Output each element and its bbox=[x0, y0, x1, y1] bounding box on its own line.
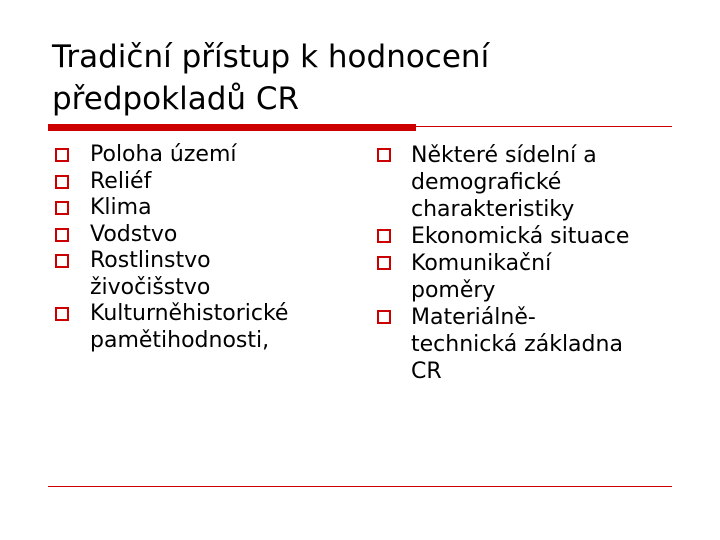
slide-title bbox=[52, 36, 692, 120]
hollow-square-bullet-icon bbox=[377, 148, 391, 162]
hollow-square-bullet-icon bbox=[55, 228, 69, 242]
right-list-item-line: Některé sídelní a bbox=[411, 143, 597, 168]
left-list-item-line: Klima bbox=[90, 195, 152, 220]
right-list-item-text bbox=[411, 223, 675, 250]
slide-title-line-1: Tradiční přístup k hodnocení bbox=[52, 39, 490, 75]
hollow-square-bullet-icon bbox=[55, 175, 69, 189]
right-list-item-line: charakteristiky bbox=[411, 197, 575, 222]
hollow-square-bullet-icon bbox=[55, 201, 69, 215]
title-underline-thick bbox=[48, 124, 416, 131]
right-list-item bbox=[375, 304, 675, 385]
hollow-square-bullet-icon bbox=[55, 148, 69, 162]
hollow-square-bullet-icon bbox=[55, 254, 69, 268]
left-column bbox=[54, 142, 354, 354]
right-list-item bbox=[375, 223, 675, 250]
right-list-item-text bbox=[411, 304, 675, 385]
left-list-item bbox=[54, 301, 354, 354]
left-list-item-line: Poloha území bbox=[90, 142, 237, 167]
hollow-square-bullet-icon bbox=[377, 229, 391, 243]
left-list-item bbox=[54, 222, 354, 249]
right-column bbox=[375, 142, 675, 385]
right-list-item-line: technická základna bbox=[411, 332, 623, 357]
right-list-item bbox=[375, 250, 675, 304]
left-list-item-text bbox=[90, 169, 354, 196]
left-list-item-line: Rostlinstvo bbox=[90, 248, 211, 273]
right-list-item-text bbox=[411, 250, 675, 304]
right-list-item-line: demografické bbox=[411, 170, 562, 195]
left-list-item-line: Vodstvo bbox=[90, 221, 178, 247]
right-list-item-text bbox=[411, 142, 675, 223]
left-list-item-line: Reliéf bbox=[90, 168, 152, 194]
right-list-item-line: Komunikační bbox=[411, 251, 552, 276]
left-list-item-text bbox=[90, 248, 354, 301]
left-list-item-text bbox=[90, 222, 354, 249]
hollow-square-bullet-icon bbox=[377, 256, 391, 270]
left-list-item-text bbox=[90, 195, 354, 222]
left-list-item-line: pamětihodnosti, bbox=[90, 327, 270, 353]
left-bullet-list bbox=[54, 142, 354, 354]
hollow-square-bullet-icon bbox=[55, 307, 69, 321]
right-bullet-list bbox=[375, 142, 675, 385]
bottom-divider bbox=[48, 486, 672, 487]
slide-title-line-2: předpokladů CR bbox=[52, 81, 300, 117]
left-list-item-text bbox=[90, 142, 354, 169]
left-list-item bbox=[54, 248, 354, 301]
right-list-item-line: CR bbox=[411, 359, 442, 384]
right-list-item-line: Ekonomická situace bbox=[411, 224, 630, 249]
left-list-item-line: živočišstvo bbox=[90, 274, 211, 300]
left-list-item bbox=[54, 195, 354, 222]
right-list-item-line: poměry bbox=[411, 278, 496, 303]
left-list-item bbox=[54, 169, 354, 196]
right-list-item-line: Materiálně- bbox=[411, 305, 536, 330]
left-list-item-line: Kulturněhistorické bbox=[90, 301, 289, 326]
left-list-item-text bbox=[90, 301, 354, 354]
left-list-item bbox=[54, 142, 354, 169]
right-list-item bbox=[375, 142, 675, 223]
hollow-square-bullet-icon bbox=[377, 310, 391, 324]
